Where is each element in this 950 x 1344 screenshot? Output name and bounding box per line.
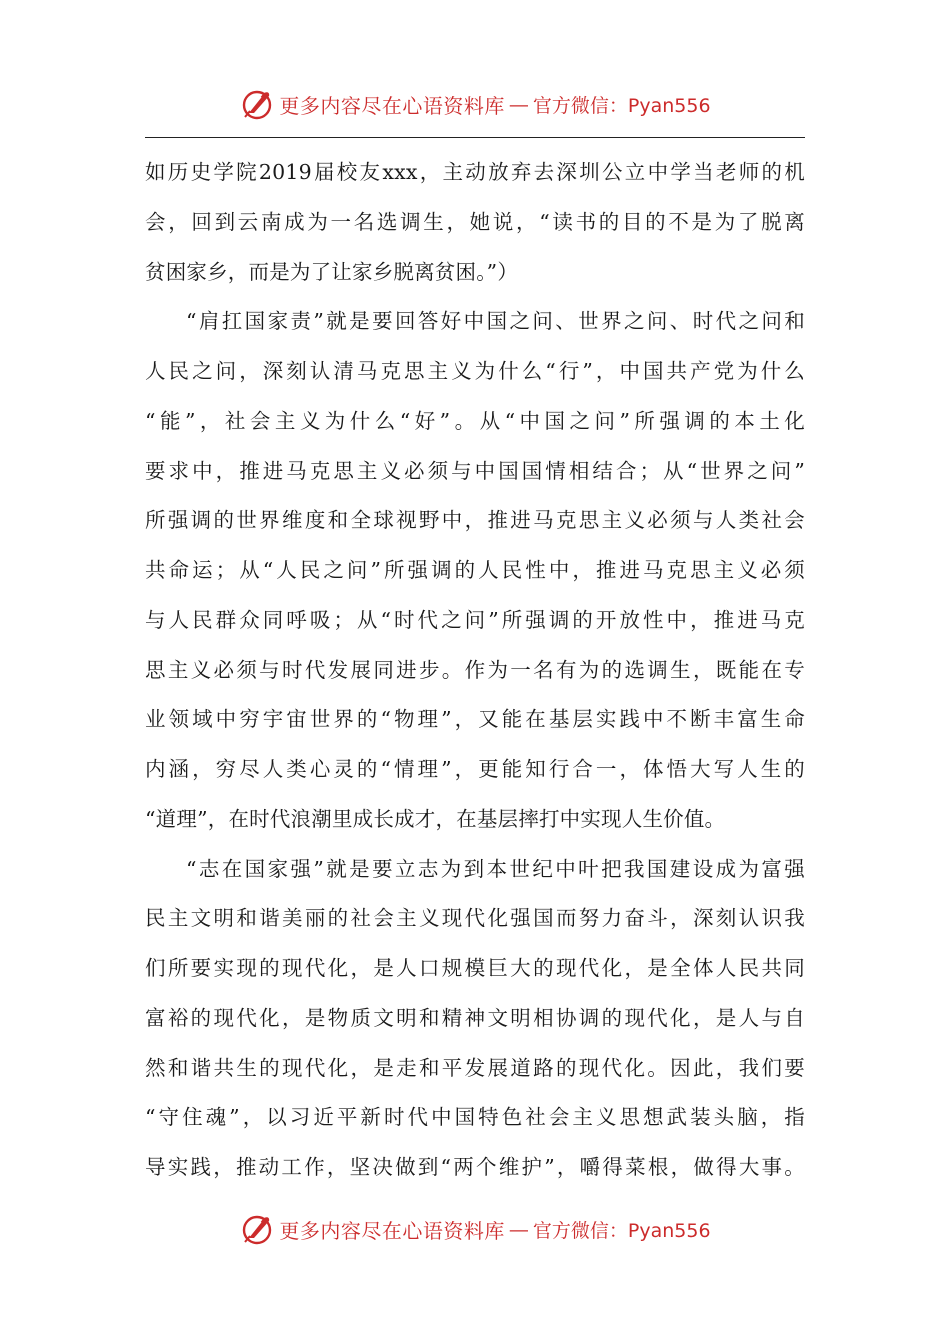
paragraph-start-line: “肩扛国家责”就是要回答好中国之问、世界之问、时代之问和 [186, 309, 805, 334]
header-banner [0, 84, 950, 124]
footer-wechat-label: 官方微信：Pyan556 [532, 1219, 711, 1242]
text-line: 贫困家乡，而是为了让家乡脱离贫困。”） [145, 259, 519, 284]
quill-pen-logo-icon [239, 1211, 275, 1247]
text-line: 导实践，推动工作，坚决做到“两个维护”，嚼得菜根，做得大事。 [145, 1155, 805, 1179]
text-line: 会，回到云南成为一名选调生，她说，“读书的目的不是为了脱离 [145, 209, 805, 234]
header-separator: — [508, 92, 529, 116]
text-line: 人民之问，深刻认清马克思主义为什么“行”，中国共产党为什么 [145, 359, 805, 383]
text-line: 民主文明和谐美丽的社会主义现代化强国而努力奋斗，深刻认识我 [145, 906, 805, 931]
document-body [145, 152, 805, 1197]
footer-separator: — [508, 1217, 529, 1241]
text-line: 内涵，穷尽人类心灵的“情理”，更能知行合一，体悟大写人生的 [145, 757, 805, 781]
footer-banner [0, 1209, 950, 1249]
text-line: 思主义必须与时代发展同进步。作为一名有为的选调生，既能在专 [145, 657, 805, 682]
header-site-text: 更多内容尽在心语资料库 [279, 93, 505, 118]
footer-site-text: 更多内容尽在心语资料库 [279, 1218, 505, 1243]
paragraph-start-line: “志在国家强”就是要立志为到本世纪中叶把我国建设成为富强 [186, 856, 805, 881]
text-line: 共命运；从“人民之问”所强调的人民性中，推进马克思主义必须 [145, 558, 805, 582]
text-line: 富裕的现代化，是物质文明和精神文明相协调的现代化，是人与自 [145, 1005, 805, 1030]
text-line: “守住魂”，以习近平新时代中国特色社会主义思想武装头脑，指 [145, 1105, 805, 1130]
quill-pen-logo-icon [239, 86, 275, 122]
text-line: “能”，社会主义为什么“好”。从“中国之问”所强调的本土化 [145, 408, 805, 433]
text-line: 然和谐共生的现代化，是走和平发展道路的现代化。因此，我们要 [145, 1055, 805, 1080]
text-line: 如历史学院2019届校友xxx，主动放弃去深圳公立中学当老师的机 [145, 160, 805, 184]
text-line: 所强调的世界维度和全球视野中，推进马克思主义必须与人类社会 [145, 508, 805, 533]
text-line: 要求中，推进马克思主义必须与中国国情相结合；从“世界之问” [145, 458, 805, 483]
text-line: 们所要实现的现代化，是人口规模巨大的现代化，是全体人民共同 [145, 956, 805, 980]
header-divider [145, 137, 805, 138]
text-line: 业领域中穷宇宙世界的“物理”，又能在基层实践中不断丰富生命 [145, 707, 805, 732]
text-line: “道理”，在时代浪潮里成长成才，在基层摔打中实现人生价值。 [145, 806, 726, 831]
text-line: 与人民群众同呼吸；从“时代之问”所强调的开放性中，推进马克 [145, 607, 805, 632]
header-wechat-label: 官方微信：Pyan556 [532, 94, 711, 117]
